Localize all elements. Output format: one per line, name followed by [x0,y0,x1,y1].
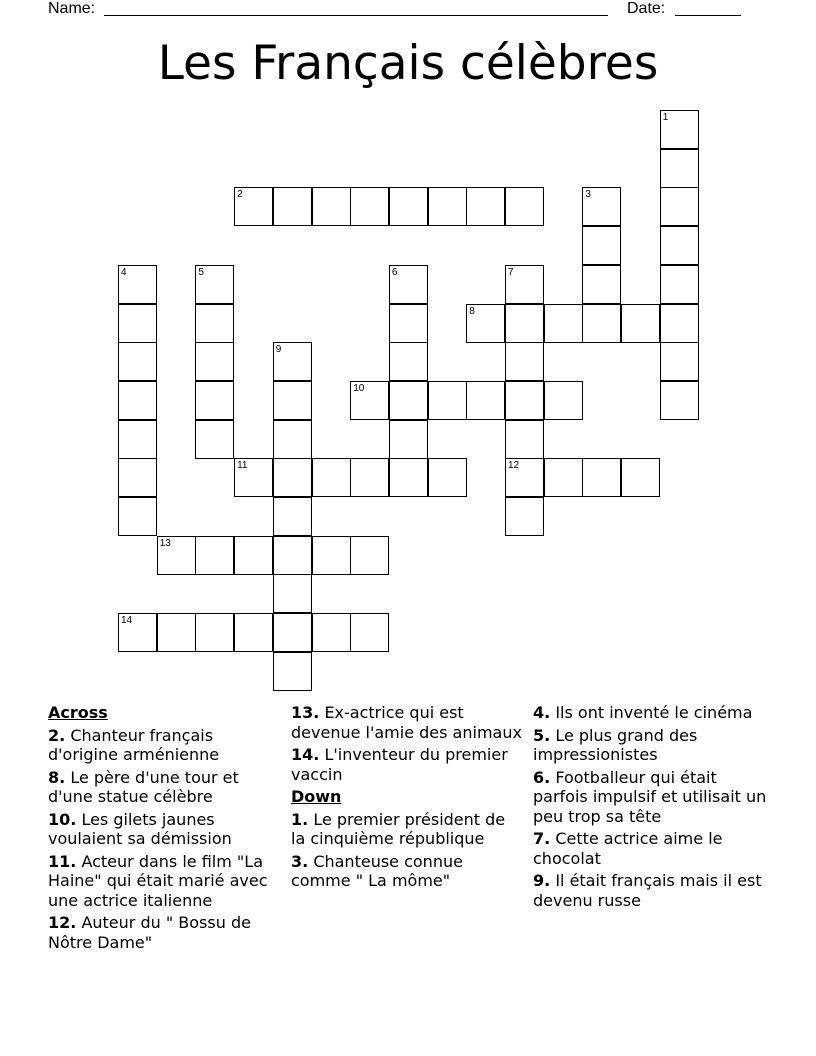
grid-cell[interactable] [428,187,467,226]
clues-column-1 [48,703,286,955]
grid-cell[interactable] [157,613,196,652]
grid-cell[interactable] [466,304,505,343]
grid-cell[interactable] [234,458,273,497]
grid-cell[interactable] [660,381,699,420]
grid-cell[interactable] [118,497,157,536]
clue-across-11: 11. Acteur dans le film "La Haine" qui était marié avec une actrice italienne [48,851,268,910]
clue-number: 5 [198,266,204,278]
grid-cell[interactable] [505,458,544,497]
grid-cell[interactable] [428,381,467,420]
grid-cell[interactable] [389,265,428,304]
grid-cell[interactable] [273,420,312,459]
grid-cell[interactable] [118,613,157,652]
clue-across-10: 10. Les gilets jaunes voulaient sa démission [48,809,232,848]
grid-cell[interactable] [428,458,467,497]
page-title: Les Français célèbres [157,36,659,91]
name-blank[interactable] [104,15,608,16]
grid-cell[interactable] [118,304,157,343]
grid-cell[interactable] [118,265,157,304]
date-label: Date: [627,0,666,17]
clue-number: 14 [121,615,133,627]
grid-cell[interactable] [544,381,583,420]
clue-down-3: 3. Chanteuse connue comme " La môme" [291,851,463,890]
grid-cell[interactable] [660,187,699,226]
grid-cell[interactable] [273,613,312,652]
clue-number: 3 [585,189,591,201]
grid-cell[interactable] [273,381,312,420]
grid-cell[interactable] [118,420,157,459]
grid-cell[interactable] [195,381,234,420]
grid-cell[interactable] [312,458,351,497]
grid-cell[interactable] [582,187,621,226]
grid-cell[interactable] [389,420,428,459]
grid-cell[interactable] [466,187,505,226]
grid-cell[interactable] [118,381,157,420]
grid-cell[interactable] [273,458,312,497]
grid-cell[interactable] [273,574,312,613]
grid-cell[interactable] [389,458,428,497]
grid-cell[interactable] [389,304,428,343]
grid-cell[interactable] [195,342,234,381]
grid-cell[interactable] [273,342,312,381]
grid-cell[interactable] [273,497,312,536]
clue-across-8: 8. Le père d'une tour et d'une statue célèbre [48,767,239,806]
grid-cell[interactable] [660,342,699,381]
clue-number: 2 [237,189,243,201]
grid-cell[interactable] [505,187,544,226]
grid-cell[interactable] [273,187,312,226]
grid-cell[interactable] [234,536,273,575]
grid-cell[interactable] [195,304,234,343]
clue-down-1: 1. Le premier président de la cinquième république [291,809,506,848]
clue-down-4: 4. Ils ont inventé le cinéma [533,703,753,722]
clue-down-9: 9. Il était français mais il est devenu russe [533,871,762,910]
clue-down-7: 7. Cette actrice aime le chocolat [533,829,723,868]
grid-cell[interactable] [350,613,389,652]
clue-number: 8 [469,305,475,317]
grid-cell[interactable] [505,265,544,304]
grid-cell[interactable] [660,265,699,304]
clue-down-6: 6. Footballeur qui était parfois impulsif et utilisait un peu trop sa tête [533,767,767,826]
grid-cell[interactable] [273,536,312,575]
clue-number: 1 [662,112,669,123]
down-heading: Down [291,787,342,806]
grid-cell[interactable] [544,304,583,343]
grid-cell[interactable] [621,458,660,497]
clue-across-12: 12. Auteur du " Bossu de Nôtre Dame" [48,913,251,952]
clue-number: 9 [275,344,282,356]
grid-cell[interactable] [350,458,389,497]
grid-cell[interactable] [660,226,699,265]
clue-across-13: 13. Ex-actrice qui est devenue l'amie des animaux [291,703,522,742]
grid-cell[interactable] [389,187,428,226]
grid-cell[interactable] [273,652,312,691]
grid-cell[interactable] [466,381,505,420]
clue-down-5: 5. Le plus grand des impressionistes [533,725,698,764]
grid-cell[interactable] [582,226,621,265]
grid-cell[interactable] [582,458,621,497]
grid-cell[interactable] [195,265,234,304]
clue-across-14: 14. L'inventeur du premier vaccin [291,745,508,784]
grid-cell[interactable] [312,187,351,226]
grid-cell[interactable] [234,187,273,226]
grid-cell[interactable] [389,381,428,420]
grid-cell[interactable] [195,420,234,459]
grid-cell[interactable] [505,342,544,381]
clue-number: 6 [391,266,398,278]
grid-cell[interactable] [312,613,351,652]
clue-across-2: 2. Chanteur français d'origine arménienne [48,725,220,764]
grid-cell[interactable] [389,342,428,381]
grid-cell[interactable] [350,381,389,420]
date-blank[interactable] [675,15,741,16]
clue-number: 12 [508,460,520,472]
grid-cell[interactable] [660,110,699,149]
grid-cell[interactable] [505,381,544,420]
clue-number: 7 [508,266,514,278]
grid-cell[interactable] [544,458,583,497]
clues-column-2 [291,703,523,894]
grid-cell[interactable] [660,149,699,188]
grid-cell[interactable] [157,536,196,575]
grid-cell[interactable] [350,187,389,226]
grid-cell[interactable] [505,304,544,343]
grid-cell[interactable] [118,458,157,497]
grid-cell[interactable] [234,613,273,652]
grid-cell[interactable] [505,420,544,459]
name-label: Name: [48,0,96,17]
grid-cell[interactable] [582,265,621,304]
header [0,0,816,20]
across-heading: Across [48,703,108,722]
clue-number: 13 [159,537,171,549]
grid-cell[interactable] [312,536,351,575]
grid-cell[interactable] [195,536,234,575]
clues-column-3 [533,703,769,913]
grid-cell[interactable] [660,304,699,343]
clue-number: 10 [353,382,365,394]
clue-number: 11 [237,460,248,472]
grid-cell[interactable] [118,342,157,381]
grid-cell[interactable] [505,497,544,536]
grid-cell[interactable] [621,304,660,343]
grid-cell[interactable] [350,536,389,575]
grid-cell[interactable] [195,613,234,652]
clue-number: 4 [121,266,127,278]
grid-cell[interactable] [582,304,621,343]
